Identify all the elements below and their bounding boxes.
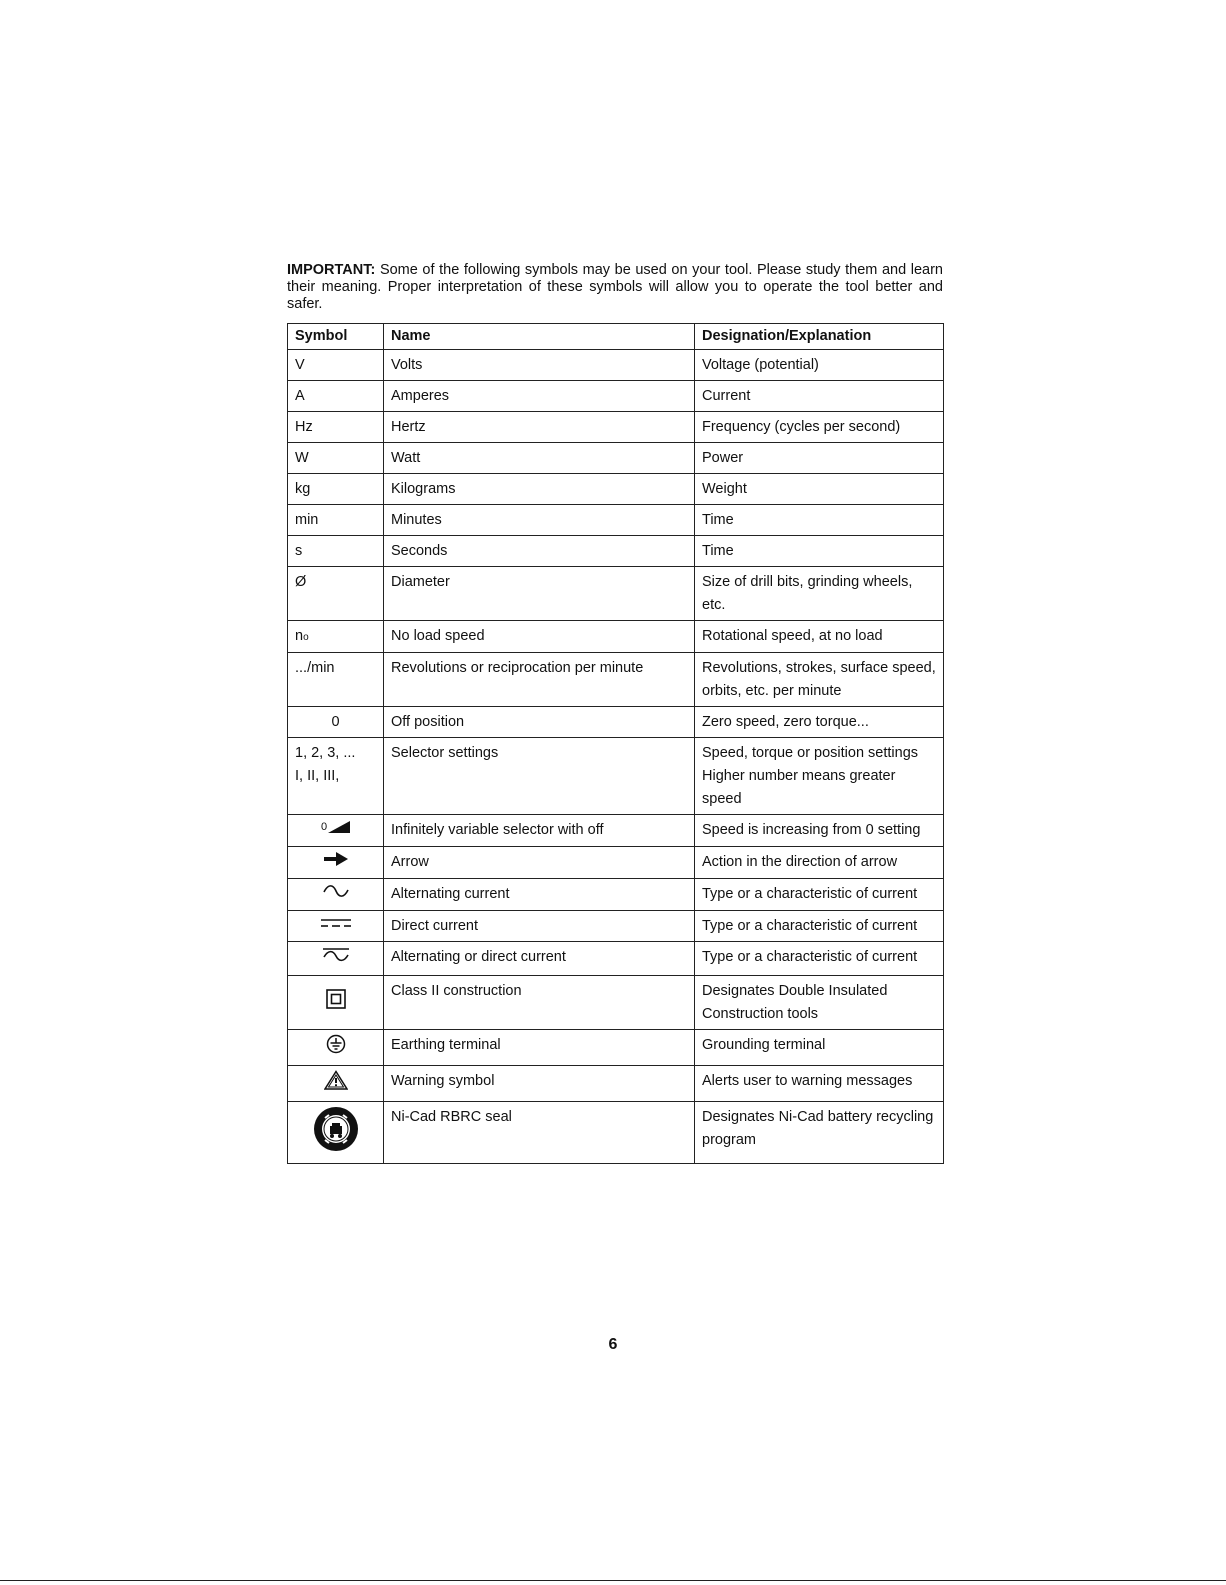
symbol-cell	[288, 815, 384, 847]
symbol-cell	[288, 1066, 384, 1102]
variable-selector-zero: 0	[320, 821, 327, 833]
name-cell: Warning symbol	[384, 1066, 695, 1102]
symbol-cell	[288, 1030, 384, 1066]
desc-cell: Weight	[695, 474, 944, 505]
symbol-cell	[288, 976, 384, 1030]
desc-cell: Alerts user to warning messages	[695, 1066, 944, 1102]
name-cell: No load speed	[384, 621, 695, 653]
table-row	[288, 443, 944, 474]
header-symbol: Symbol	[288, 324, 384, 350]
class-ii-construction-icon	[326, 989, 346, 1017]
desc-cell: Designates Double Insulated Construction tools	[695, 976, 944, 1030]
desc-cell: Grounding terminal	[695, 1030, 944, 1066]
desc-cell: Action in the direction of arrow	[695, 847, 944, 879]
symbol-cell: Ø	[288, 567, 384, 621]
desc-cell: Type or a characteristic of current	[695, 911, 944, 942]
table-row	[288, 942, 944, 976]
name-cell: Off position	[384, 707, 695, 738]
name-cell: Alternating or direct current	[384, 942, 695, 976]
symbol-cell	[288, 1102, 384, 1164]
name-cell: Ni-Cad RBRC seal	[384, 1102, 695, 1164]
intro-text: Some of the following symbols may be used on your tool. Please study them and learn their meaning. Proper interpretation of these symbols will allow you to operate the tool better and safer.	[287, 262, 943, 312]
table-row	[288, 1066, 944, 1102]
intro-paragraph	[287, 262, 943, 313]
name-cell: Hertz	[384, 412, 695, 443]
symbol-cell	[288, 738, 384, 815]
earthing-terminal-icon	[326, 1034, 346, 1062]
name-cell: Watt	[384, 443, 695, 474]
header-designation: Designation/Explanation	[695, 324, 944, 350]
table-row	[288, 621, 944, 653]
symbol-cell	[288, 621, 384, 653]
desc-cell: Time	[695, 536, 944, 567]
important-label: IMPORTANT:	[287, 262, 376, 278]
symbol-cell: .../min	[288, 653, 384, 707]
desc-cell: Current	[695, 381, 944, 412]
warning-triangle-icon	[324, 1070, 348, 1098]
table-header-row	[288, 324, 944, 350]
name-cell: Class II construction	[384, 976, 695, 1030]
alternating-current-icon	[322, 883, 350, 907]
desc-cell: Rotational speed, at no load	[695, 621, 944, 653]
table-row	[288, 911, 944, 942]
direct-current-icon	[319, 915, 353, 938]
table-row	[288, 707, 944, 738]
page-number: 6	[608, 1336, 618, 1353]
name-cell: Alternating current	[384, 879, 695, 911]
name-cell: Seconds	[384, 536, 695, 567]
desc-cell: Time	[695, 505, 944, 536]
name-cell: Revolutions or reciprocation per minute	[384, 653, 695, 707]
name-cell: Direct current	[384, 911, 695, 942]
table-row	[288, 412, 944, 443]
name-cell: Selector settings	[384, 738, 695, 815]
table-row	[288, 1102, 944, 1164]
table-row	[288, 815, 944, 847]
symbol-cell	[288, 879, 384, 911]
table-row	[288, 536, 944, 567]
name-cell: Infinitely variable selector with off	[384, 815, 695, 847]
table-row	[288, 653, 944, 707]
name-cell: Kilograms	[384, 474, 695, 505]
desc-cell: Frequency (cycles per second)	[695, 412, 944, 443]
desc-line-1: Speed, torque or position settings	[702, 745, 919, 761]
table-row	[288, 847, 944, 879]
symbol-n: n	[295, 628, 304, 644]
symbol-cell: V	[288, 350, 384, 381]
symbol-line-1: 1, 2, 3, ...	[295, 745, 356, 761]
desc-cell: Voltage (potential)	[695, 350, 944, 381]
symbol-line-2: I, II, III,	[295, 768, 340, 784]
desc-cell	[695, 738, 944, 815]
symbol-cell: Hz	[288, 412, 384, 443]
desc-line-2: Higher number means greater speed	[702, 768, 896, 807]
variable-selector-icon	[321, 819, 351, 843]
table-row	[288, 879, 944, 911]
desc-cell: Designates Ni-Cad battery recycling program	[695, 1102, 944, 1164]
name-cell: Volts	[384, 350, 695, 381]
name-cell: Minutes	[384, 505, 695, 536]
desc-cell: Revolutions, strokes, surface speed, orbits, etc. per minute	[695, 653, 944, 707]
arrow-icon	[323, 851, 349, 875]
desc-cell: Power	[695, 443, 944, 474]
symbol-cell: W	[288, 443, 384, 474]
table-row	[288, 474, 944, 505]
symbol-cell: kg	[288, 474, 384, 505]
desc-cell: Zero speed, zero torque...	[695, 707, 944, 738]
symbols-table	[287, 323, 944, 1164]
symbol-cell: 0	[288, 707, 384, 738]
table-row	[288, 505, 944, 536]
table-row	[288, 976, 944, 1030]
header-name: Name	[384, 324, 695, 350]
page-bottom-edge	[0, 1580, 1226, 1581]
desc-cell: Size of drill bits, grinding wheels, etc.	[695, 567, 944, 621]
rbrc-recycle-seal-icon	[313, 1106, 359, 1160]
table-row	[288, 350, 944, 381]
desc-cell: Type or a characteristic of current	[695, 942, 944, 976]
symbol-cell	[288, 911, 384, 942]
table-row	[288, 567, 944, 621]
table-row	[288, 381, 944, 412]
symbol-cell	[288, 942, 384, 976]
table-row	[288, 1030, 944, 1066]
name-cell: Amperes	[384, 381, 695, 412]
desc-cell: Speed is increasing from 0 setting	[695, 815, 944, 847]
symbol-cell	[288, 847, 384, 879]
symbol-subscript: o	[303, 632, 309, 643]
name-cell: Diameter	[384, 567, 695, 621]
symbol-cell: min	[288, 505, 384, 536]
symbol-cell: s	[288, 536, 384, 567]
name-cell: Earthing terminal	[384, 1030, 695, 1066]
table-row	[288, 738, 944, 815]
ac-dc-current-icon	[321, 946, 351, 972]
symbol-cell: A	[288, 381, 384, 412]
desc-cell: Type or a characteristic of current	[695, 879, 944, 911]
name-cell: Arrow	[384, 847, 695, 879]
